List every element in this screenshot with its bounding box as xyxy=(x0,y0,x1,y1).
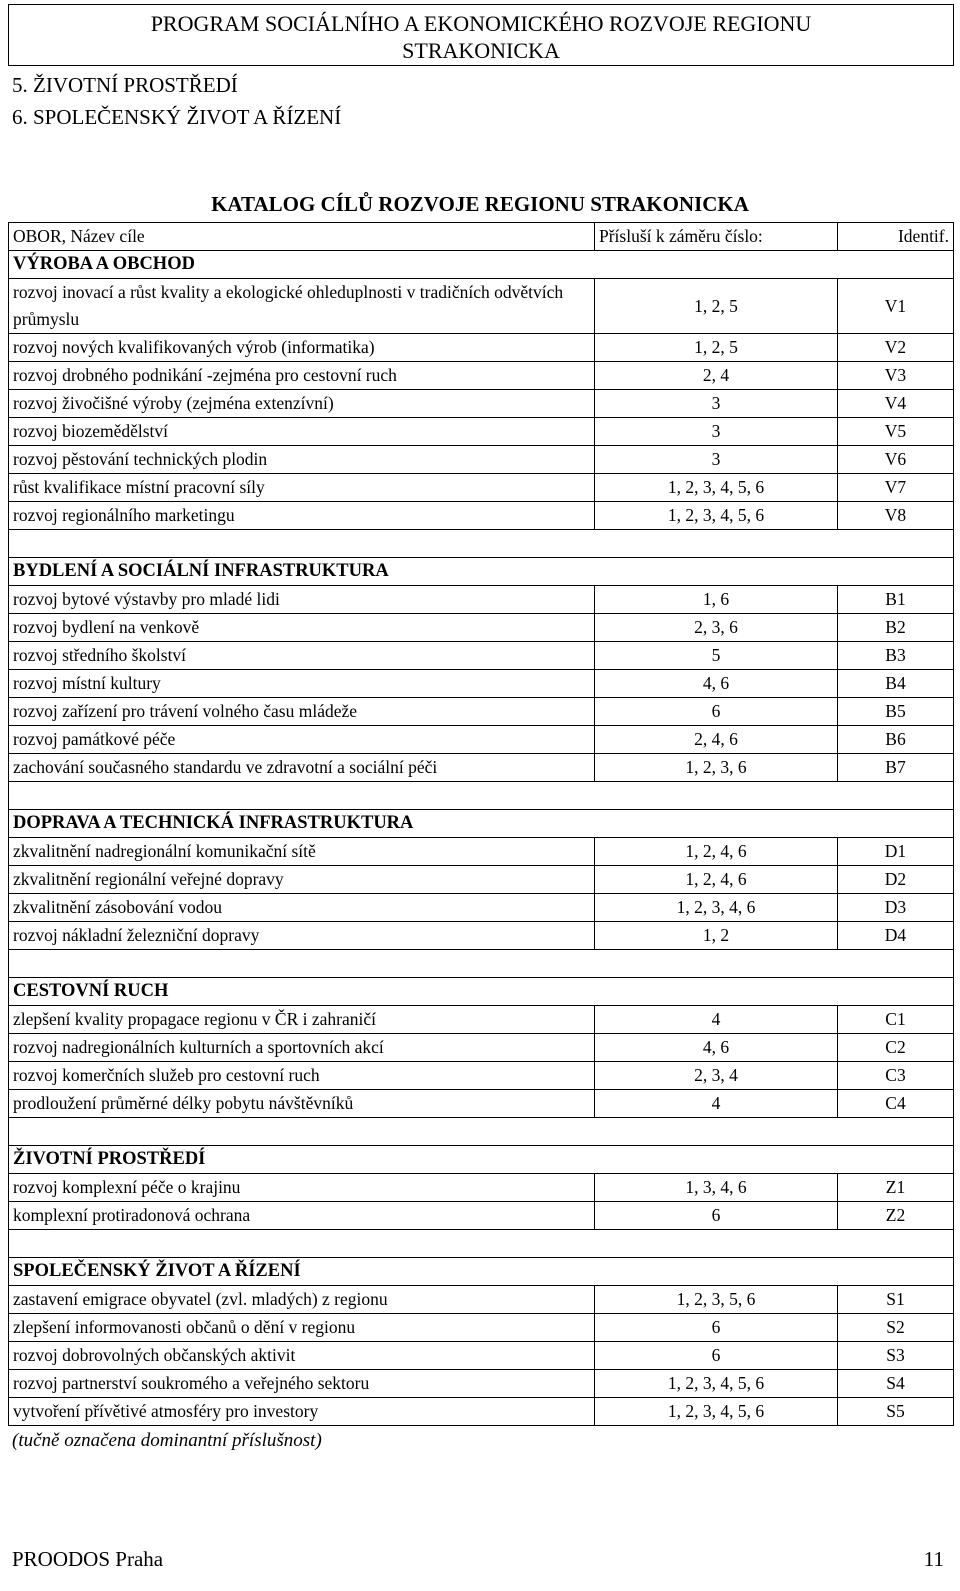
category-name: CESTOVNÍ RUCH xyxy=(9,978,954,1006)
table-row xyxy=(9,1202,954,1230)
goal-numbers: 1, 2 xyxy=(595,922,838,950)
goal-identifier: S3 xyxy=(838,1342,954,1370)
category-name: VÝROBA A OBCHOD xyxy=(9,251,954,279)
table-row xyxy=(9,922,954,950)
goal-name: rozvoj biozemědělství xyxy=(9,418,595,446)
goal-numbers: 4 xyxy=(595,1090,838,1118)
table-row xyxy=(9,726,954,754)
table-row xyxy=(9,362,954,390)
goal-identifier: S1 xyxy=(838,1286,954,1314)
goal-identifier: Z1 xyxy=(838,1174,954,1202)
goal-numbers: 2, 4, 6 xyxy=(595,726,838,754)
table-row xyxy=(9,642,954,670)
goal-identifier: D3 xyxy=(838,894,954,922)
goal-numbers: 1, 2, 5 xyxy=(595,334,838,362)
goal-name: rozvoj živočišné výroby (zejména extenzívní) xyxy=(9,390,595,418)
catalog-title: KATALOG CÍLŮ ROZVOJE REGIONU STRAKONICKA xyxy=(211,192,749,216)
document-header xyxy=(8,4,954,66)
goal-name: zastavení emigrace obyvatel (zvl. mladých) z regionu xyxy=(9,1286,595,1314)
goal-identifier: V3 xyxy=(838,362,954,390)
table-header-row xyxy=(9,223,954,251)
table-row xyxy=(9,866,954,894)
category-name: ŽIVOTNÍ PROSTŘEDÍ xyxy=(9,1146,954,1174)
goal-identifier: C2 xyxy=(838,1034,954,1062)
goal-name: rozvoj bytové výstavby pro mladé lidi xyxy=(9,586,595,614)
goal-name: rozvoj drobného podnikání -zejména pro cestovní ruch xyxy=(9,362,595,390)
goal-identifier: V7 xyxy=(838,474,954,502)
table-row xyxy=(9,754,954,782)
goal-identifier: S2 xyxy=(838,1314,954,1342)
goal-identifier: B7 xyxy=(838,754,954,782)
spacer-row xyxy=(9,1118,954,1146)
goal-name: rozvoj bydlení na venkově xyxy=(9,614,595,642)
goal-numbers: 4 xyxy=(595,1006,838,1034)
goal-name: rozvoj nových kvalifikovaných výrob (informatika) xyxy=(9,334,595,362)
table-row xyxy=(9,1398,954,1426)
goal-identifier: V1 xyxy=(838,279,954,334)
table-row xyxy=(9,1062,954,1090)
table-row xyxy=(9,1006,954,1034)
goal-identifier: S4 xyxy=(838,1370,954,1398)
table-row xyxy=(9,474,954,502)
goal-numbers: 2, 3, 4 xyxy=(595,1062,838,1090)
goal-name: růst kvalifikace místní pracovní síly xyxy=(9,474,595,502)
goal-name: zachování současného standardu ve zdravotní a sociální péči xyxy=(9,754,595,782)
goal-identifier: B3 xyxy=(838,642,954,670)
table-row xyxy=(9,1286,954,1314)
table-row xyxy=(9,502,954,530)
goal-numbers: 6 xyxy=(595,698,838,726)
goal-name: rozvoj místní kultury xyxy=(9,670,595,698)
header-title xyxy=(9,5,953,64)
goal-name: zlepšení informovanosti občanů o dění v regionu xyxy=(9,1314,595,1342)
goal-name: rozvoj regionálního marketingu xyxy=(9,502,595,530)
goal-identifier: V4 xyxy=(838,390,954,418)
goal-numbers: 1, 2, 3, 4, 6 xyxy=(595,894,838,922)
goal-numbers: 2, 4 xyxy=(595,362,838,390)
goal-identifier: C4 xyxy=(838,1090,954,1118)
goal-numbers: 1, 2, 3, 4, 5, 6 xyxy=(595,502,838,530)
table-row xyxy=(9,1174,954,1202)
goal-name: rozvoj inovací a růst kvality a ekologické ohleduplnosti v tradičních odvětvích průmyslu xyxy=(9,279,595,334)
goal-numbers: 5 xyxy=(595,642,838,670)
goal-name: zkvalitnění regionální veřejné dopravy xyxy=(9,866,595,894)
col-header-identifier: Identif. xyxy=(838,223,954,251)
goal-name: rozvoj komerčních služeb pro cestovní ruch xyxy=(9,1062,595,1090)
goal-name: zkvalitnění nadregionální komunikační sítě xyxy=(9,838,595,866)
goal-numbers: 1, 2, 3, 4, 5, 6 xyxy=(595,1370,838,1398)
goal-identifier: D2 xyxy=(838,866,954,894)
header-line-2: STRAKONICKA xyxy=(402,38,560,63)
goal-identifier: Z2 xyxy=(838,1202,954,1230)
goal-numbers: 3 xyxy=(595,418,838,446)
spacer-cell xyxy=(9,782,954,810)
table-row xyxy=(9,894,954,922)
goal-name: rozvoj partnerství soukromého a veřejného sektoru xyxy=(9,1370,595,1398)
spacer-row xyxy=(9,1230,954,1258)
goal-name: zkvalitnění zásobování vodou xyxy=(9,894,595,922)
spacer-cell xyxy=(9,1230,954,1258)
table-row xyxy=(9,614,954,642)
goal-numbers: 1, 2, 3, 5, 6 xyxy=(595,1286,838,1314)
table-row xyxy=(9,1370,954,1398)
category-name: BYDLENÍ A SOCIÁLNÍ INFRASTRUKTURA xyxy=(9,558,954,586)
goal-identifier: S5 xyxy=(838,1398,954,1426)
spacer-row xyxy=(9,782,954,810)
goal-identifier: D1 xyxy=(838,838,954,866)
goal-identifier: C3 xyxy=(838,1062,954,1090)
footnote: (tučně označena dominantní příslušnost) xyxy=(12,1430,322,1451)
table-row xyxy=(9,446,954,474)
category-name: SPOLEČENSKÝ ŽIVOT A ŘÍZENÍ xyxy=(9,1258,954,1286)
goal-numbers: 1, 2, 3, 4, 5, 6 xyxy=(595,1398,838,1426)
table-row xyxy=(9,390,954,418)
goal-numbers: 2, 3, 6 xyxy=(595,614,838,642)
category-row xyxy=(9,251,954,279)
goal-identifier: B6 xyxy=(838,726,954,754)
goal-numbers: 1, 2, 5 xyxy=(595,279,838,334)
goal-identifier: V6 xyxy=(838,446,954,474)
goal-name: rozvoj pěstování technických plodin xyxy=(9,446,595,474)
goal-numbers: 4, 6 xyxy=(595,670,838,698)
goal-numbers: 1, 2, 4, 6 xyxy=(595,866,838,894)
category-name: DOPRAVA A TECHNICKÁ INFRASTRUKTURA xyxy=(9,810,954,838)
table-row xyxy=(9,418,954,446)
table-row xyxy=(9,670,954,698)
goal-name: rozvoj komplexní péče o krajinu xyxy=(9,1174,595,1202)
section-heading-6: 6. SPOLEČENSKÝ ŽIVOT A ŘÍZENÍ xyxy=(12,105,342,129)
goal-identifier: B5 xyxy=(838,698,954,726)
table-row xyxy=(9,838,954,866)
goal-name: rozvoj nákladní železniční dopravy xyxy=(9,922,595,950)
goals-table xyxy=(8,222,954,1426)
goal-numbers: 1, 2, 3, 4, 5, 6 xyxy=(595,474,838,502)
goal-identifier: V2 xyxy=(838,334,954,362)
table-row xyxy=(9,1314,954,1342)
goal-name: rozvoj památkové péče xyxy=(9,726,595,754)
category-row xyxy=(9,1258,954,1286)
spacer-row xyxy=(9,530,954,558)
section-heading-5: 5. ŽIVOTNÍ PROSTŘEDÍ xyxy=(12,73,238,97)
spacer-cell xyxy=(9,530,954,558)
goal-name: rozvoj středního školství xyxy=(9,642,595,670)
table-row xyxy=(9,586,954,614)
table-row xyxy=(9,698,954,726)
goal-identifier: B1 xyxy=(838,586,954,614)
goal-identifier: B4 xyxy=(838,670,954,698)
goal-identifier: D4 xyxy=(838,922,954,950)
category-row xyxy=(9,810,954,838)
goal-name: rozvoj zařízení pro trávení volného času mládeže xyxy=(9,698,595,726)
table-row xyxy=(9,279,954,334)
category-row xyxy=(9,1146,954,1174)
goal-numbers: 1, 2, 3, 6 xyxy=(595,754,838,782)
goal-numbers: 4, 6 xyxy=(595,1034,838,1062)
header-line-1: PROGRAM SOCIÁLNÍHO A EKONOMICKÉHO ROZVOJE REGIONU xyxy=(150,11,812,36)
table-row xyxy=(9,1342,954,1370)
goal-identifier: C1 xyxy=(838,1006,954,1034)
goal-numbers: 1, 3, 4, 6 xyxy=(595,1174,838,1202)
table-row xyxy=(9,334,954,362)
goal-numbers: 3 xyxy=(595,390,838,418)
spacer-row xyxy=(9,950,954,978)
page-number: 11 xyxy=(923,1547,944,1571)
footer-publisher: PROODOS Praha xyxy=(12,1547,164,1571)
goal-name: rozvoj nadregionálních kulturních a sportovních akcí xyxy=(9,1034,595,1062)
table-row xyxy=(9,1034,954,1062)
spacer-cell xyxy=(9,1118,954,1146)
goal-name: prodloužení průměrné délky pobytu návštěvníků xyxy=(9,1090,595,1118)
goal-numbers: 6 xyxy=(595,1202,838,1230)
table-row xyxy=(9,1090,954,1118)
spacer-cell xyxy=(9,950,954,978)
goal-identifier: B2 xyxy=(838,614,954,642)
col-header-numbers: Přísluší k záměru číslo: xyxy=(595,223,838,251)
goal-numbers: 6 xyxy=(595,1342,838,1370)
goal-identifier: V5 xyxy=(838,418,954,446)
goal-numbers: 6 xyxy=(595,1314,838,1342)
col-header-goal: OBOR, Název cíle xyxy=(9,223,595,251)
goal-identifier: V8 xyxy=(838,502,954,530)
category-row xyxy=(9,558,954,586)
goal-name: zlepšení kvality propagace regionu v ČR i zahraničí xyxy=(9,1006,595,1034)
goal-numbers: 1, 6 xyxy=(595,586,838,614)
category-row xyxy=(9,978,954,1006)
goal-numbers: 1, 2, 4, 6 xyxy=(595,838,838,866)
goal-numbers: 3 xyxy=(595,446,838,474)
goal-name: vytvoření přívětivé atmosféry pro investory xyxy=(9,1398,595,1426)
goal-name: komplexní protiradonová ochrana xyxy=(9,1202,595,1230)
goal-name: rozvoj dobrovolných občanských aktivit xyxy=(9,1342,595,1370)
